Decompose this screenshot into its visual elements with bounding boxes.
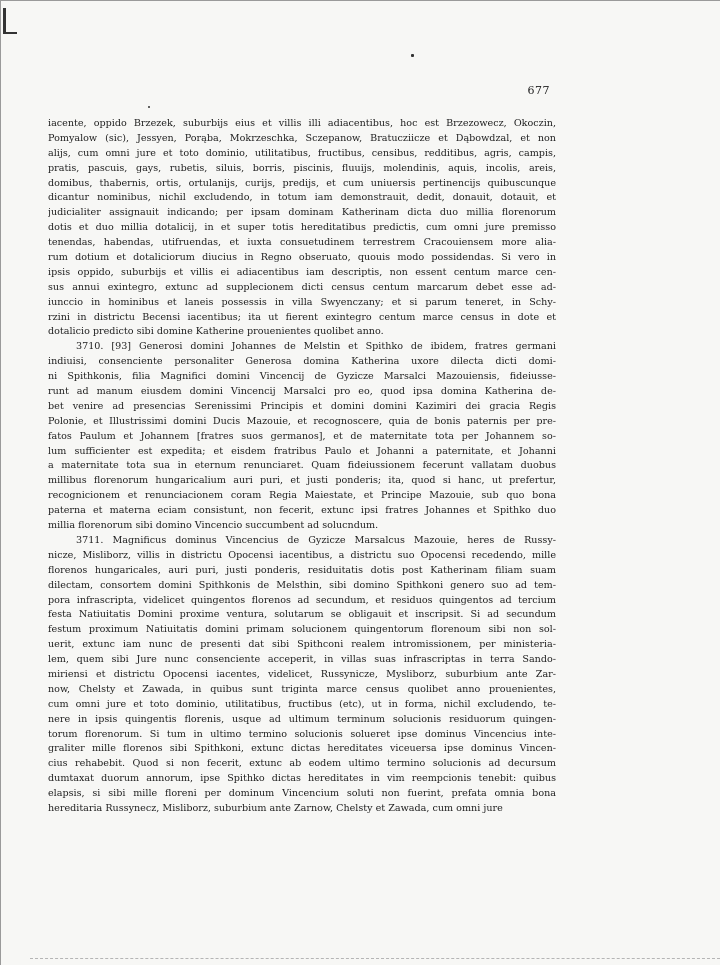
paragraph xyxy=(48,340,556,534)
text-line: sus annui exintegro, extunc ad supplecionem dicti census centum marcarum debet esse ad- xyxy=(48,281,556,293)
text-line: domibus, thabernis, ortis, ortulanijs, curijs, predijs, et cum uniuersis pertinencijs quibuscunque xyxy=(48,177,556,189)
paragraph xyxy=(48,534,556,817)
text-line: iacente, oppido Brzezek, suburbijs eius et villis illi adiacentibus, hoc est Brzezowecz, Okoczin, xyxy=(48,118,556,129)
text-line: tenendas, habendas, utifruendas, et iuxta consuetudinem terrestrem Cracouiensem more alia- xyxy=(48,237,556,249)
text-line: hereditaria Russynecz, Misliborz, suburbium ante Zarnow, Chelsty et Zawada, cum omni jure xyxy=(48,802,503,814)
text-line: judicialiter assignauit indicando; per ipsam dominam Katherinam dicta duo millia florenorum xyxy=(48,207,556,219)
text-line: ipsis oppido, suburbijs et villis ei adiacentibus iam descriptis, non essent centum marce cen- xyxy=(48,266,556,278)
text-line: Pomyalow (sic), Jessyen, Porąba, Mokrzeschka, Sczepanow, Bratucziicze et Dąbowdzal, et non xyxy=(48,132,556,144)
text-line: recognicionem et renunciacionem coram Regia Maiestate, et Principe Mazouie, sub quo bona xyxy=(48,490,556,502)
scan-speck xyxy=(411,54,414,57)
text-line: bet venire ad presencias Serenissimi Principis et domini domini Kazimiri dei gracia Regis xyxy=(48,400,556,412)
scan-edge-left xyxy=(0,0,1,965)
page-number: 677 xyxy=(527,84,550,97)
text-line: pora infrascripta, videlicet quingentos florenos ad secundum, et residuos quingentos ad tercium xyxy=(48,594,556,606)
text-line: rzini in districtu Becensi iacentibus; ita ut fierent exintegro centum marce census in dote et xyxy=(48,311,556,323)
corner-bracket-tick xyxy=(3,32,17,34)
text-line: dotis et duo millia dotalicij, in et super totis hereditatibus predictis, cum omni jure premisso xyxy=(48,222,556,234)
text-line: now, Chelsty et Zawada, in quibus sunt triginta marce census quolibet anno prouenientes, xyxy=(48,683,556,695)
text-line: dotalicio predicto sibi domine Katherine prouenientes quolibet anno. xyxy=(48,326,384,338)
text-line: cius rehabebit. Quod si non fecerit, extunc ab eodem ultimo termino solucionis ad decursum xyxy=(48,758,556,770)
text-line: fatos Paulum et Johannem [fratres suos germanos], et de maternitate tota per Johannem so- xyxy=(48,430,556,442)
text-line: dumtaxat duorum annorum, ipse Spithko dictas hereditates in vim reempcionis tenebit: quibus xyxy=(48,773,556,785)
text-line: paterna et materna eciam consistunt, non fecerit, extunc ipsi fratres Johannes et Spithko duo xyxy=(48,505,556,517)
text-line: ni Spithkonis, filia Magnifici domini Vincencij de Gyzicze Marsalci Mazouiensis, fideiusse- xyxy=(48,371,556,383)
scan-bottom-edge xyxy=(30,958,720,959)
text-line: dilectam, consortem domini Spithkonis de Melsthin, sibi domino Spithkoni genero suo ad tem- xyxy=(48,579,556,591)
paragraph xyxy=(48,117,556,340)
text-line: Polonie, et Illustrissimi domini Ducis Mazouie, et recognoscere, quia de bonis paternis per pre- xyxy=(48,415,556,427)
text-line: festum proximum Natiuitatis domini primam solucionem quingentorum florenoum sibi non sol- xyxy=(48,624,556,636)
scan-speck xyxy=(148,106,150,108)
text-line: a maternitate tota sua in eternum renunciaret. Quam fideiussionem fecerunt vallatam duobus xyxy=(48,460,556,472)
text-line: alijs, cum omni jure et toto dominio, utilitatibus, fructibus, censibus, redditibus, agris, campis, xyxy=(48,147,556,159)
text-line: rum dotium et dotaliciorum diucius in Regno obseruato, quouis modo possidendas. Si vero in xyxy=(48,252,556,264)
scan-edge-top xyxy=(0,0,720,1)
corner-bracket-mark xyxy=(3,8,6,34)
text-line: torum florenorum. Si tum in ultimo termino solucionis solueret ipse dominus Vincencius inte- xyxy=(48,728,556,740)
text-line: graliter mille florenos sibi Spithkoni, extunc dictas hereditates viceuersa ipse dominus Vincen- xyxy=(48,743,556,755)
text-line: millia florenorum sibi domino Vincencio succumbent ad solucndum. xyxy=(48,520,379,532)
text-line: uerit, extunc iam nunc de presenti dat sibi Spithconi realem intromissionem, per ministeria- xyxy=(48,639,556,651)
text-line: florenos hungaricales, auri puri, justi ponderis, residuitatis dotis post Katherinam filiam suam xyxy=(48,564,556,576)
text-line: dicantur nominibus, nichil excludendo, in totum iam demonstrauit, dedit, donauit, dotauit, et xyxy=(48,192,556,204)
text-line: festa Natiuitatis Domini proxime ventura, solutarum se obligauit et inscripsit. Si ad secundum xyxy=(48,609,556,621)
body-text xyxy=(48,117,556,817)
text-line: nere in ipsis quingentis florenis, usque ad ultimum terminum solucionis residuorum quingen- xyxy=(48,713,556,725)
text-line: iunccio in hominibus et laneis possessis in villa Swyenczany; et si parum teneret, in Schy- xyxy=(48,296,556,308)
text-line: nicze, Misliborz, villis in districtu Opocensi iacentibus, a districtu suo Opocensi recedendo, mille xyxy=(48,549,556,561)
text-line: runt ad manum eiusdem domini Vincencij Marsalci pro eo, quod ipsa domina Katherina de- xyxy=(48,386,556,398)
text-line: millibus florenorum hungaricalium auri puri, et justi ponderis; ita, quod si hanc, ut prefertur, xyxy=(48,475,556,487)
text-line: elapsis, si sibi mille floreni per dominum Vincencium soluti non fuerint, prefata omnia bona xyxy=(48,788,556,800)
text-line: pratis, pascuis, gays, rubetis, siluis, borris, piscinis, fluuijs, molendinis, aquis, incolis, areis, xyxy=(48,162,556,174)
text-line: 3710. [93] Generosi domini Johannes de Melstin et Spithko de ibidem, fratres germani xyxy=(76,341,556,353)
text-line: cum omni jure et toto dominio, utilitatibus, fructibus (etc), ut in forma, nichil excludendo, te- xyxy=(48,698,556,710)
text-line: lem, quem sibi Jure nunc consenciente acceperit, in villas suas infrascriptas in terra Sando- xyxy=(48,654,556,666)
text-line: miriensi et districtu Opocensi iacentes, videlicet, Russynicze, Mysliborz, suburbium ante Zar- xyxy=(48,668,556,680)
text-line: indiuisi, consenciente personaliter Generosa domina Katherina uxore dilecta dicti domi- xyxy=(48,356,556,368)
text-line: 3711. Magnificus dominus Vincencius de Gyzicze Marsalcus Mazouie, heres de Russy- xyxy=(76,534,556,546)
text-line: lum sufficienter est expedita; et eisdem fratribus Paulo et Johanni a paternitate, et Johanni xyxy=(48,445,556,457)
